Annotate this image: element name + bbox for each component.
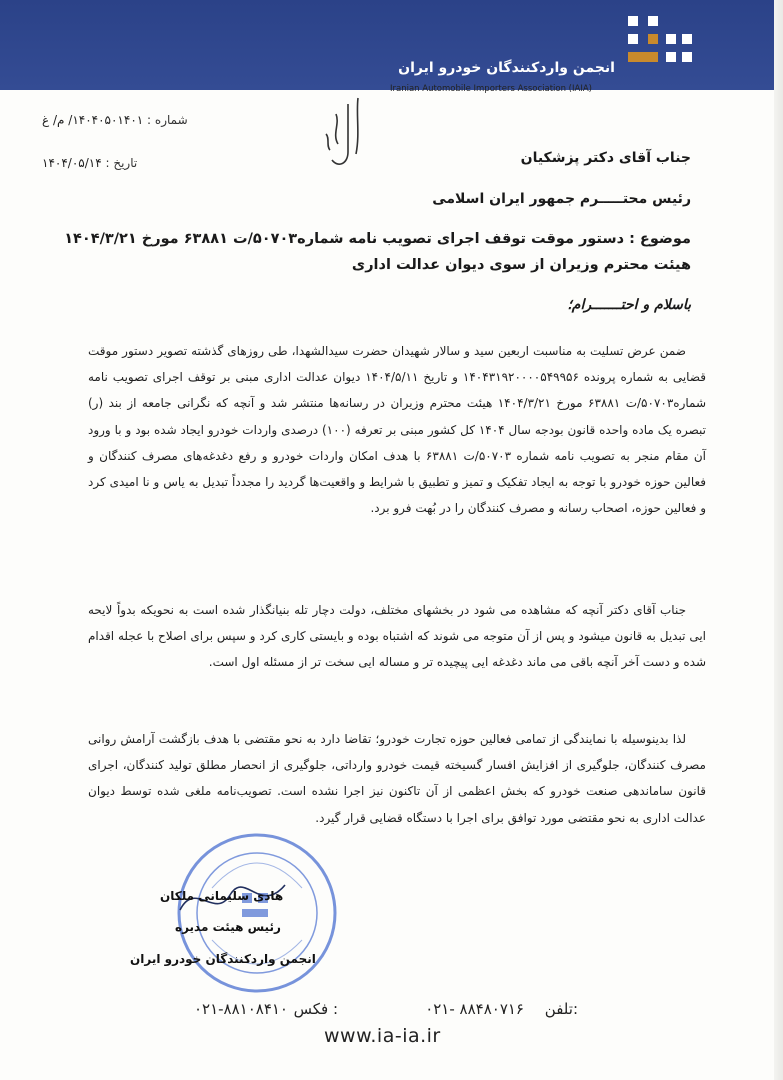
letter-number-value: ۱۴۰۴۰۵۰۱۴۰۱/ م/ غ — [42, 113, 144, 127]
phone-label: تلفن: — [544, 1000, 578, 1018]
signatory-org: انجمن واردکنندگان خودرو ایران — [130, 952, 316, 966]
signatory-role: رئیس هیئت مدیره — [175, 920, 281, 934]
org-name-en: Iranian Automobile Importers Association (IAIA) — [390, 84, 592, 94]
fax-label: فکس : — [293, 1000, 338, 1018]
body-paragraph-2 — [88, 597, 706, 676]
signatory-name: هادی سلیمانی ملکان — [160, 889, 284, 903]
subject-line-2: هیئت محترم وزیران از سوی دیوان عدالت اداری — [351, 257, 691, 273]
paragraph-text: لذا بدینوسیله با نمایندگی از تمامی فعالین حوزه تجارت خودرو؛ تقاضا دارد به نحو مقتضی با هدف بازگشت آرامش روانی مصرف کنندگان، جلوگیری از افزایش افسار گسیخته قیمت خودرو وارداتی، جلوگیری از انحصار مطلق تولید کنندگان، اجرای قانون ساماندهی صنعت خودرو که بخش اعظمی از آن تاکنون نیز اجرا نشده است. تصویب‌نامه ملغی شده توسط دیوان عدالت اداری به نحو مقتضی مورد توافق برای اجرا با دستگاه قضایی قرار گیرد. — [88, 732, 706, 825]
body-paragraph-1 — [88, 338, 706, 521]
phone-value: ۰۲۱- ۸۸۴۸۰۷۱۶ — [425, 1000, 524, 1018]
letterhead-banner — [0, 0, 783, 90]
greeting: باسلام و احتـــــــرام؛ — [567, 297, 691, 313]
letter-date-label: تاریخ : — [105, 156, 138, 170]
letter-number — [42, 113, 188, 127]
org-name-fa: انجمن واردکنندگان خودرو ایران — [398, 60, 615, 76]
footer-contacts — [178, 1000, 578, 1018]
letter-date-value: ۱۴۰۴/۰۵/۱۴ — [42, 156, 102, 170]
iaia-logo-icon — [620, 12, 698, 74]
letter-date — [42, 156, 137, 170]
paragraph-text: جناب آقای دکتر آنچه که مشاهده می شود در بخشهای مختلف، دولت دچار تله بنیانگذار شده است به نحویکه بدواً لایحه ایی تبدیل به قانون میشود و پس از آن متوجه می شوند که اشتباه بوده و بایستی کاری کرد و سپس برای اصلاح با عجله اقدام شده و دست آخر آنچه باقی می ماند دغدغه ایی پیچیده تر و مساله ایی سخت تر از مسئله اول است. — [88, 603, 706, 670]
website-link[interactable]: www.ia-ia.ir — [324, 1025, 441, 1047]
addressee: جناب آقای دکتر پزشکیان — [520, 150, 691, 166]
subject-line-1: موضوع : دستور موقت توقف اجرای تصویب نامه شماره۵۰۷۰۳/ت ۶۳۸۸۱ مورخ ۱۴۰۴/۳/۲۱ — [64, 231, 691, 247]
paragraph-text: ضمن عرض تسلیت به مناسبت اربعین سید و سالار شهیدان حضرت سیدالشهدا، طی روزهای گذشته تصویر دستور موقت قضایی به شماره پرونده ۱۴۰۴۳۱۹۲۰۰۰۰۵۴۹۹۵۶ و تاریخ ۱۴۰۴/۵/۱۱ دیوان عدالت اداری مبنی بر توقف اجرای تصویب نامه شماره۵۰۷۰۳/ت ۶۳۸۸۱ مورخ ۱۴۰۴/۳/۲۱ هیئت محترم وزیران در رسانه‌ها منتشر شد و آنچه که نگرانی جامعه از بند (ر) تبصره یک ماده واحده قانون بودجه سال ۱۴۰۴ کل کشور مبنی بر تعرفه (۱۰۰) درصدی واردات خودرو ایجاد شده بود و با ورود آن مقام منجر به تصویب نامه شماره ۵۰۷۰۳/ت ۶۳۸۸۱ با هدف امکان واردات خودرو و رفع دغدغه‌های مصرف کنندگان و فعالین حوزه خودرو با توجه به ایجاد تفکیک و تمیز و تطبیق با شرایط و واقعیت‌ها گردید را مجدداً تبدیل به یاس و نا امیدی کرد و فعالین حوزه، اصحاب رسانه و مصرف کنندگان را در بُهت فرو برد. — [88, 344, 707, 516]
scan-edge — [774, 0, 783, 1080]
letter-number-label: شماره : — [147, 113, 188, 127]
addressee-title: رئیس محتـــــرم جمهور ایران اسلامی — [432, 191, 691, 207]
body-paragraph-3 — [88, 726, 706, 831]
handwritten-invocation — [318, 94, 370, 176]
fax-value: ۰۲۱-۸۸۱۰۸۴۱۰ — [193, 1000, 288, 1018]
